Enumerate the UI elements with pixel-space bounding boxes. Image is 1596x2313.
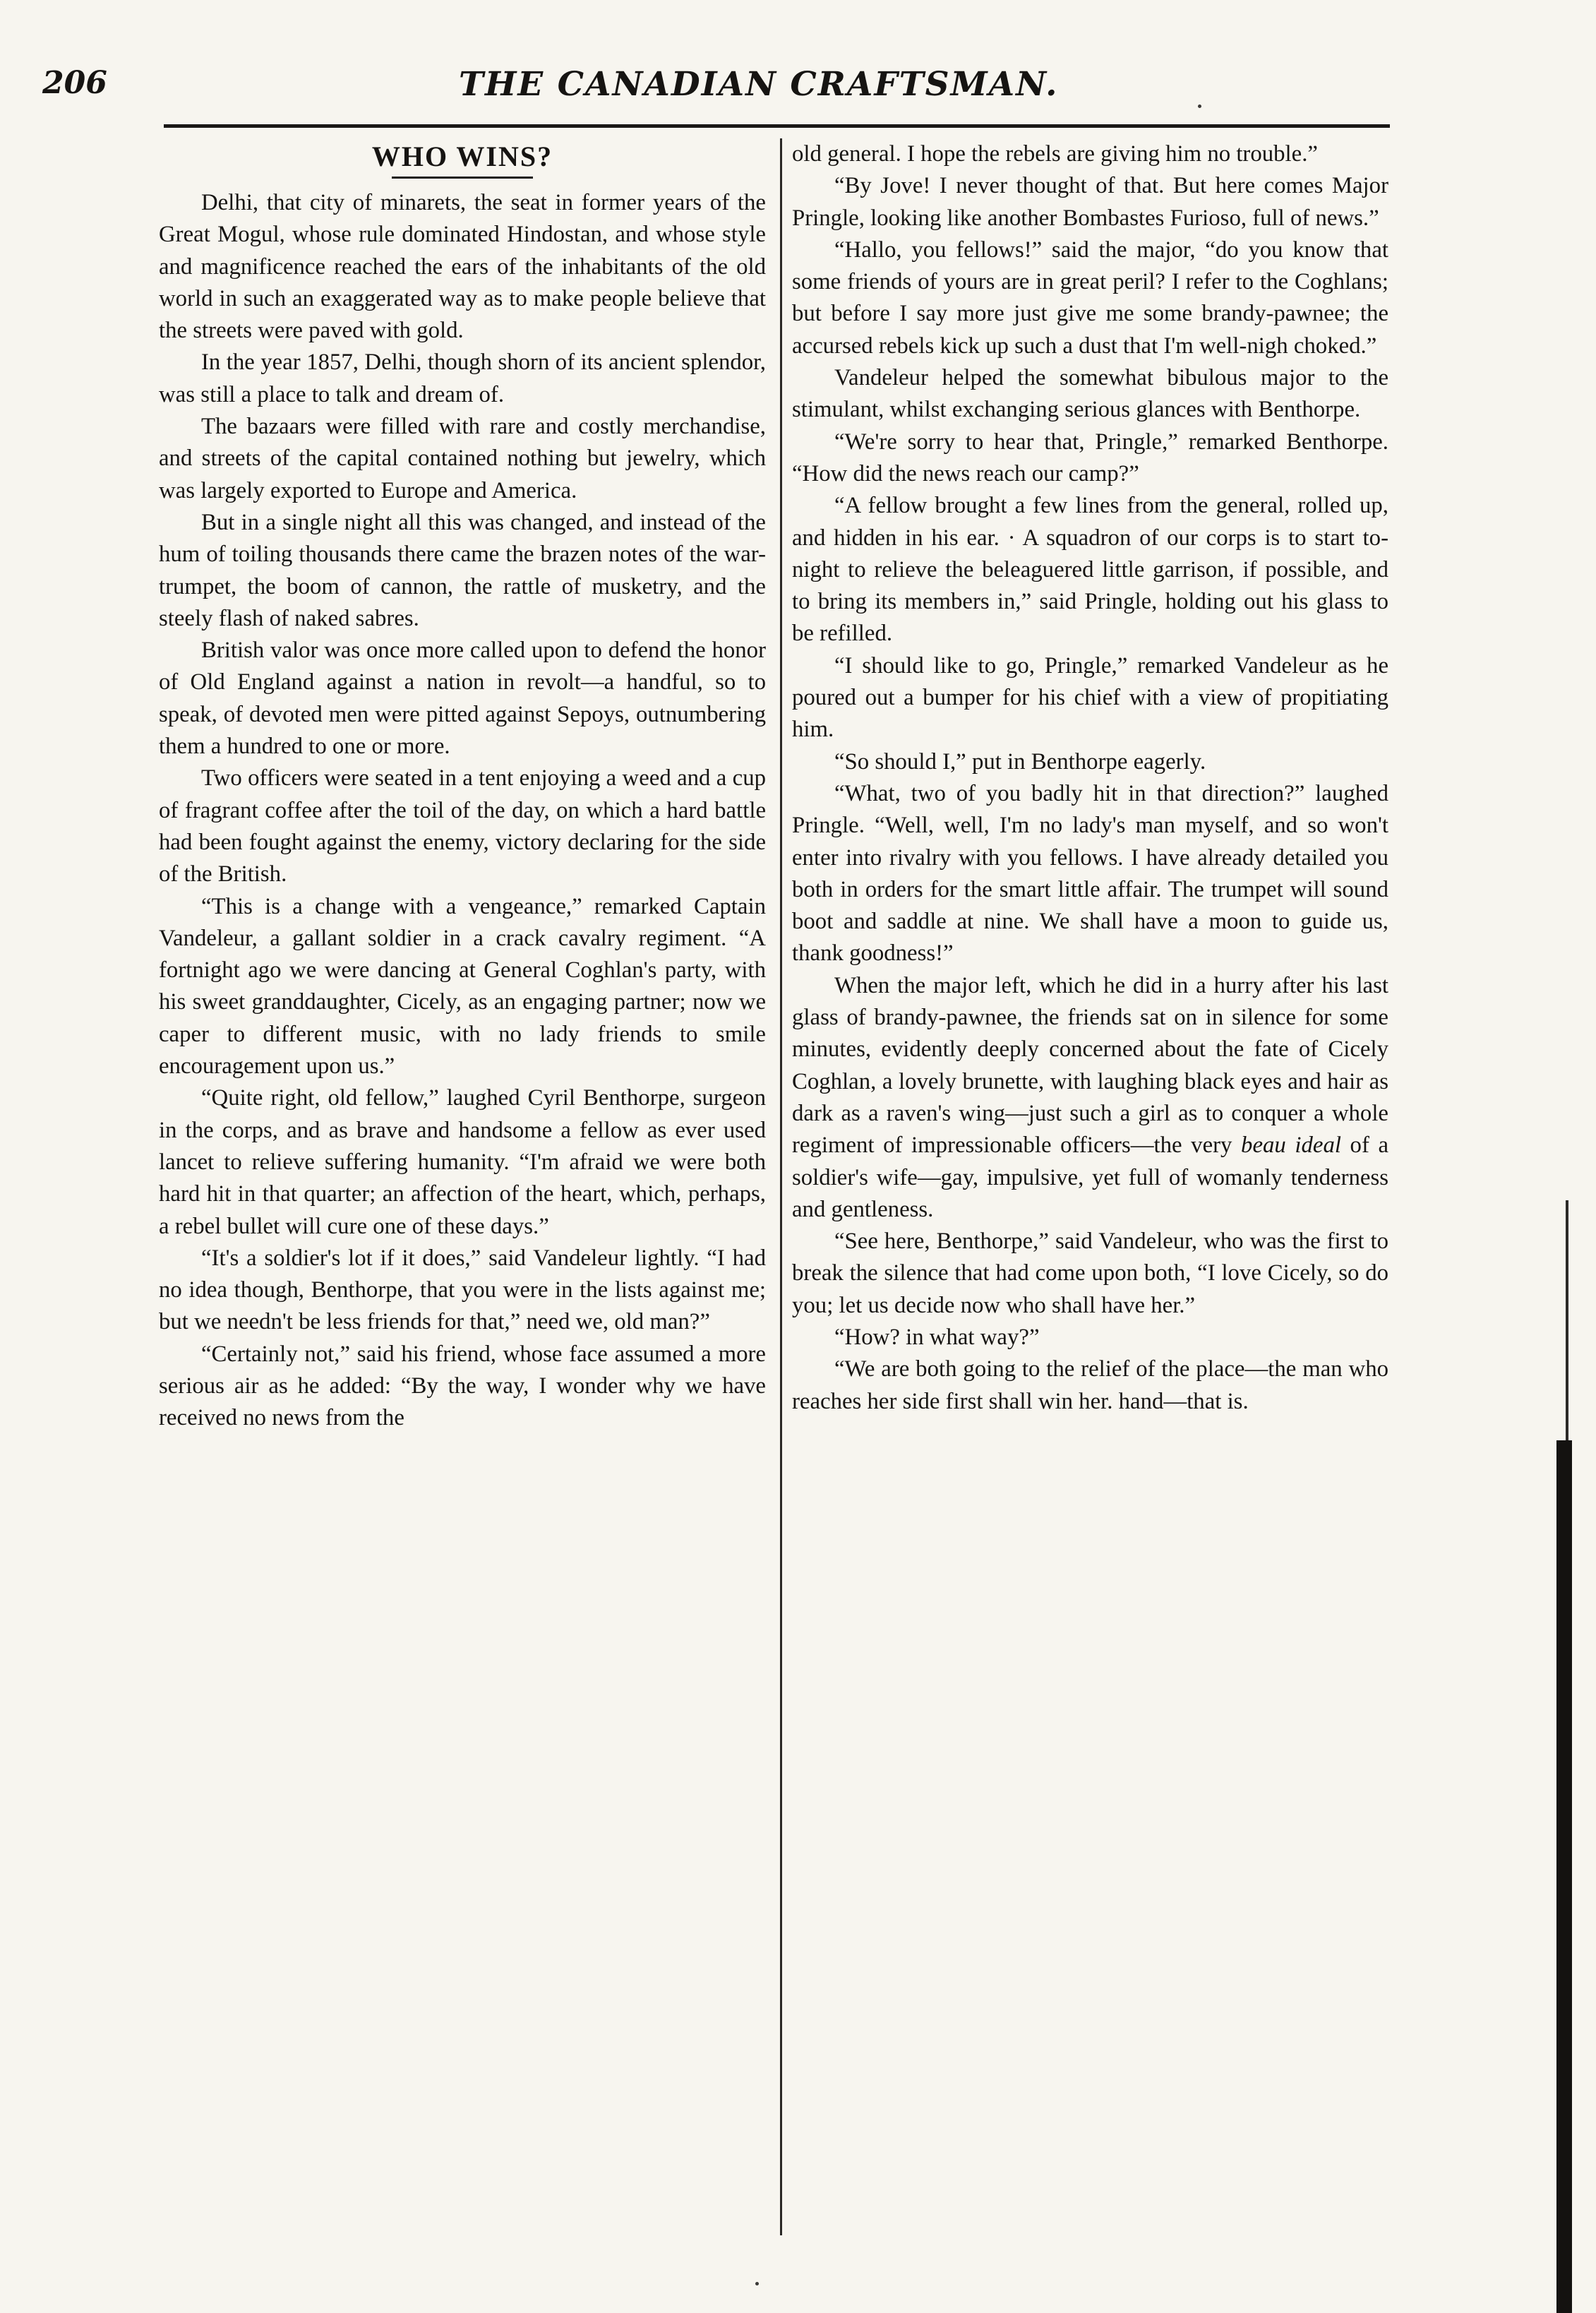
italic-phrase: beau ideal	[1241, 1132, 1341, 1159]
paragraph: “This is a change with a vengeance,” remarked Captain Vandeleur, a gallant soldier in a crack cavalry regiment. “A fortnight ago we were dancing at General Coghlan's party, with his sweet granddaughter, Cicely, as an engaging partner; now we caper to different music, with no lady friends to smile encouragement upon us.”	[159, 893, 766, 1080]
paragraph-text: When the major left, which he did in a hurry after his last glass of brandy-pawnee, the friends sat on in silence for some minutes, evidently deeply concerned about the fate of Cicely Coghlan, a lovely brunette, with laughing black eyes and hair as dark as a raven's wing—just such a girl as to conquer a whole regiment of impressionable officers—the very	[792, 972, 1388, 1159]
paragraph-text: of a soldier's wife—gay, impulsive, yet full of womanly tenderness and gentleness.	[792, 1132, 1388, 1222]
paragraph: “We are both going to the relief of the place—the man who reaches her side first shall win her. hand—that is.	[792, 1356, 1388, 1414]
paragraph	[792, 970, 1388, 1226]
scan-edge-mark	[1566, 1200, 1568, 1440]
paragraph: “Hallo, you fellows!” said the major, “do you know that some friends of yours are in great peril? I refer to the Coghlans; but before I say more just give me some brandy-pawnee; the accursed rebels kick up such a dust that I'm well-nigh choked.”	[792, 237, 1388, 359]
paragraph: Two officers were seated in a tent enjoying a weed and a cup of fragrant coffee after the toil of the day, on which a hard battle had been fought against the enemy, victory declaring for the side of the British.	[159, 765, 766, 887]
paragraph: “What, two of you badly hit in that direction?” laughed Pringle. “Well, well, I'm no lady's man myself, and so won't enter into rivalry with you fellows. I have already detailed you both in orders for the smart little affair. The trumpet will sound boot and saddle at nine. We shall have a moon to guide us, thank goodness!”	[792, 780, 1388, 967]
paragraph: “By Jove! I never thought of that. But here comes Major Pringle, looking like another Bombastes Furioso, full of news.”	[792, 173, 1388, 231]
paragraph: “Certainly not,” said his friend, whose face assumed a more serious air as he added: “By the way, I wonder why we have received no news from the	[159, 1341, 766, 1431]
paragraph: Vandeleur helped the somewhat bibulous major to the stimulant, whilst exchanging serious glances with Benthorpe.	[792, 365, 1388, 423]
article-title: WHO WINS?	[371, 141, 553, 172]
paragraph: But in a single night all this was changed, and instead of the hum of toiling thousands there came the brazen notes of the war-trumpet, the boom of cannon, the rattle of musketry, and the steely flash of naked sabres.	[159, 509, 766, 631]
paragraph: The bazaars were filled with rare and costly merchandise, and streets of the capital contained nothing but jewelry, which was largely exported to Europe and America.	[159, 414, 766, 503]
paragraph: “How? in what way?”	[834, 1324, 1040, 1350]
journal-title: THE CANADIAN CRAFTSMAN.	[459, 65, 1059, 104]
paragraph: “We're sorry to hear that, Pringle,” remarked Benthorpe. “How did the news reach our camp?”	[792, 429, 1388, 486]
running-head	[42, 65, 1384, 114]
paragraph: “A fellow brought a few lines from the general, rolled up, and hidden in his ear. · A squadron of our corps is to start to-night to relieve the beleaguered little garrison, if possible, and to bring its members in,” said Pringle, holding out his glass to be refilled.	[792, 493, 1388, 647]
paragraph: “See here, Benthorpe,” said Vandeleur, who was the first to break the silence that had come upon both, “I love Cicely, so do you; let us decide now who shall have her.”	[792, 1229, 1388, 1318]
column-divider	[780, 138, 782, 2235]
scan-speck	[1198, 104, 1201, 108]
header-rule	[164, 124, 1390, 128]
paragraph-continuation: old general. I hope the rebels are giving him no trouble.”	[792, 141, 1318, 167]
paragraph: “I should like to go, Pringle,” remarked Vandeleur as he poured out a bumper for his chief with a view of propitiating him.	[792, 652, 1388, 743]
left-column	[159, 138, 766, 2257]
page-number: 206	[42, 65, 107, 101]
scan-speck	[755, 2282, 759, 2285]
paragraph: Delhi, that city of minarets, the seat in former years of the Great Mogul, whose rule dominated Hindostan, and whose style and magnificence reached the ears of the inhabitants of the old world in such an exaggerated way as to make people believe that the streets were paved with gold.	[159, 190, 766, 344]
paragraph: “Quite right, old fellow,” laughed Cyril Benthorpe, surgeon in the corps, and as brave and handsome a fellow as ever used lancet to relieve suffering humanity. “I'm afraid we were both hard hit in that quarter; an affection of the heart, which, perhaps, a rebel bullet will cure one of these days.”	[159, 1085, 766, 1239]
paragraph: In the year 1857, Delhi, though shorn of its ancient splendor, was still a place to talk and dream of.	[159, 349, 766, 407]
scan-edge-shadow	[1556, 1440, 1572, 2313]
title-rule	[392, 177, 533, 179]
right-column	[792, 138, 1388, 2257]
paragraph: British valor was once more called upon to defend the honor of Old England against a nation in revolt—a handful, so to speak, of devoted men were pitted against Sepoys, outnumbering them a hundred to one or more.	[159, 638, 766, 760]
paragraph: “It's a soldier's lot if it does,” said Vandeleur lightly. “I had no idea though, Benthorpe, that you were in the lists against me; but we needn't be less friends for that,” need we, old man?”	[159, 1245, 766, 1335]
paragraph: “So should I,” put in Benthorpe eagerly.	[834, 748, 1206, 775]
